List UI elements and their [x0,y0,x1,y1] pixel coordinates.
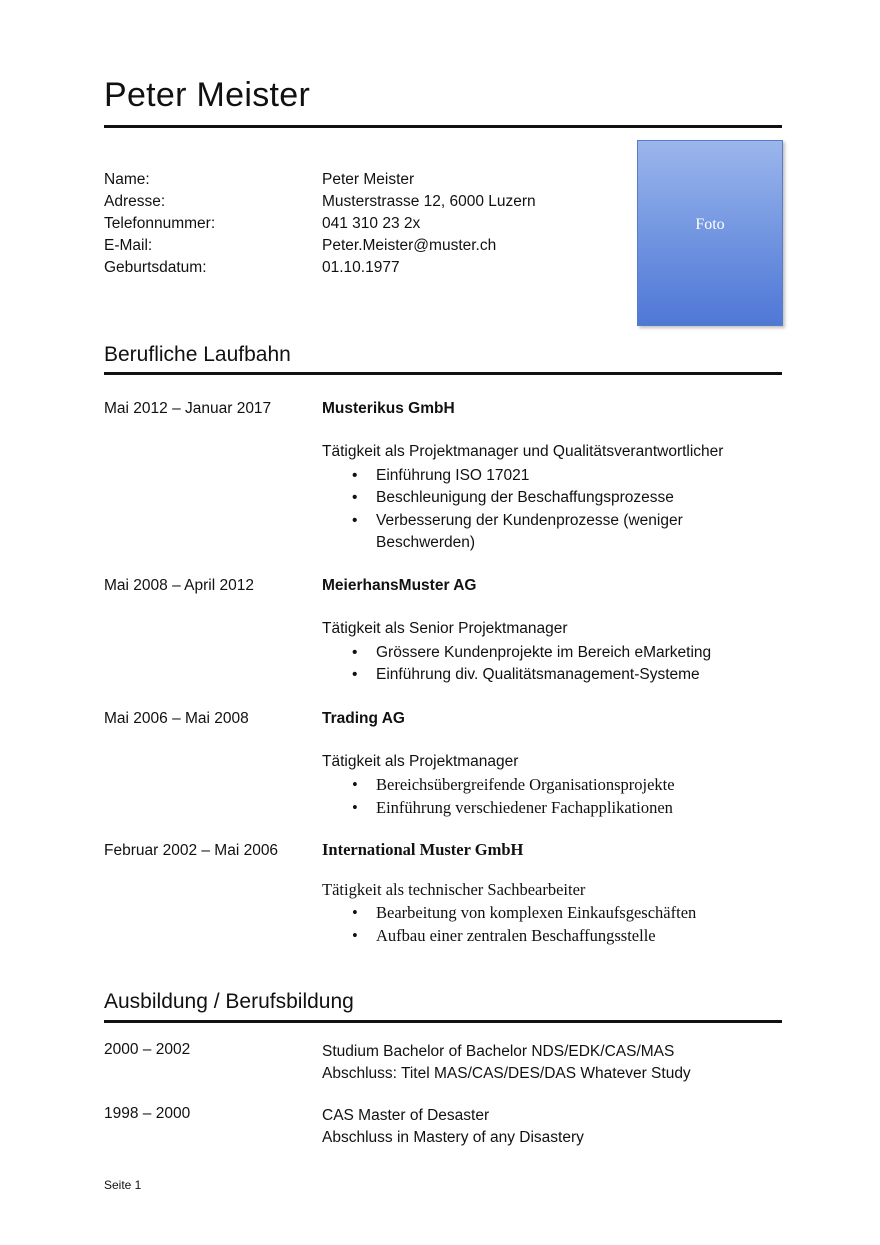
career-section-title: Berufliche Laufbahn [104,343,291,366]
career-company: Trading AG [322,710,405,727]
value-email: Peter.Meister@muster.ch [322,237,497,254]
career-bullet-list [322,465,776,554]
education-qualification: Abschluss in Mastery of any Disastery [322,1129,584,1146]
career-bullet-list [322,642,776,687]
career-company: International Muster GmbH [322,840,524,859]
education-details [322,1041,691,1085]
education-degree: CAS Master of Desaster [322,1107,490,1124]
page-title: Peter Meister [104,76,311,114]
education-rule [104,1020,782,1023]
personal-labels [104,169,215,279]
career-role: Tätigkeit als Senior Projektmanager [322,620,568,637]
label-address: Adresse: [104,193,166,210]
career-role: Tätigkeit als technischer Sachbearbeiter [322,880,586,899]
career-company: Musterikus GmbH [322,400,455,417]
education-period: 1998 – 2000 [104,1105,191,1122]
photo-placeholder [637,140,783,326]
photo-label: Foto [695,216,725,233]
label-birthdate: Geburtsdatum: [104,259,207,276]
education-period: 2000 – 2002 [104,1041,191,1058]
value-birthdate: 01.10.1977 [322,259,400,276]
list-item: • Einführung div. Qualitätsmanagement-Systeme [322,664,776,686]
label-name: Name: [104,171,150,188]
value-address: Musterstrasse 12, 6000 Luzern [322,193,536,210]
education-degree: Studium Bachelor of Bachelor NDS/EDK/CAS/MAS [322,1043,675,1060]
career-period: Mai 2008 – April 2012 [104,577,254,594]
title-rule [104,125,782,128]
label-phone: Telefonnummer: [104,215,216,232]
list-item: • Bereichsübergreifende Organisationsprojekte [322,774,776,797]
career-period: Mai 2006 – Mai 2008 [104,710,249,727]
education-section-title: Ausbildung / Berufsbildung [104,990,354,1013]
list-item: • Verbesserung der Kundenprozesse (weniger Beschwerden) [322,510,706,555]
value-phone: 041 310 23 2x [322,215,421,232]
education-details [322,1105,584,1149]
career-rule [104,372,782,375]
career-bullet-list [322,774,776,819]
career-period: Mai 2012 – Januar 2017 [104,400,272,417]
list-item: • Einführung verschiedener Fachapplikationen [322,797,776,820]
career-period: Februar 2002 – Mai 2006 [104,842,279,859]
label-email: E-Mail: [104,237,153,254]
list-item: • Aufbau einer zentralen Beschaffungsstelle [322,925,776,948]
personal-values [322,169,536,279]
career-role: Tätigkeit als Projektmanager [322,753,519,770]
education-qualification: Abschluss: Titel MAS/CAS/DES/DAS Whatever Study [322,1065,691,1082]
career-role: Tätigkeit als Projektmanager und Qualitätsverantwortlicher [322,443,724,460]
list-item: • Beschleunigung der Beschaffungsprozesse [322,487,776,509]
career-company: MeierhansMuster AG [322,577,477,594]
list-item: • Einführung ISO 17021 [322,465,776,487]
career-bullet-list [322,902,776,947]
page-number: Seite 1 [104,1178,142,1192]
list-item: • Grössere Kundenprojekte im Bereich eMarketing [322,642,776,664]
list-item: • Bearbeitung von komplexen Einkaufsgeschäften [322,902,776,925]
value-name: Peter Meister [322,171,415,188]
